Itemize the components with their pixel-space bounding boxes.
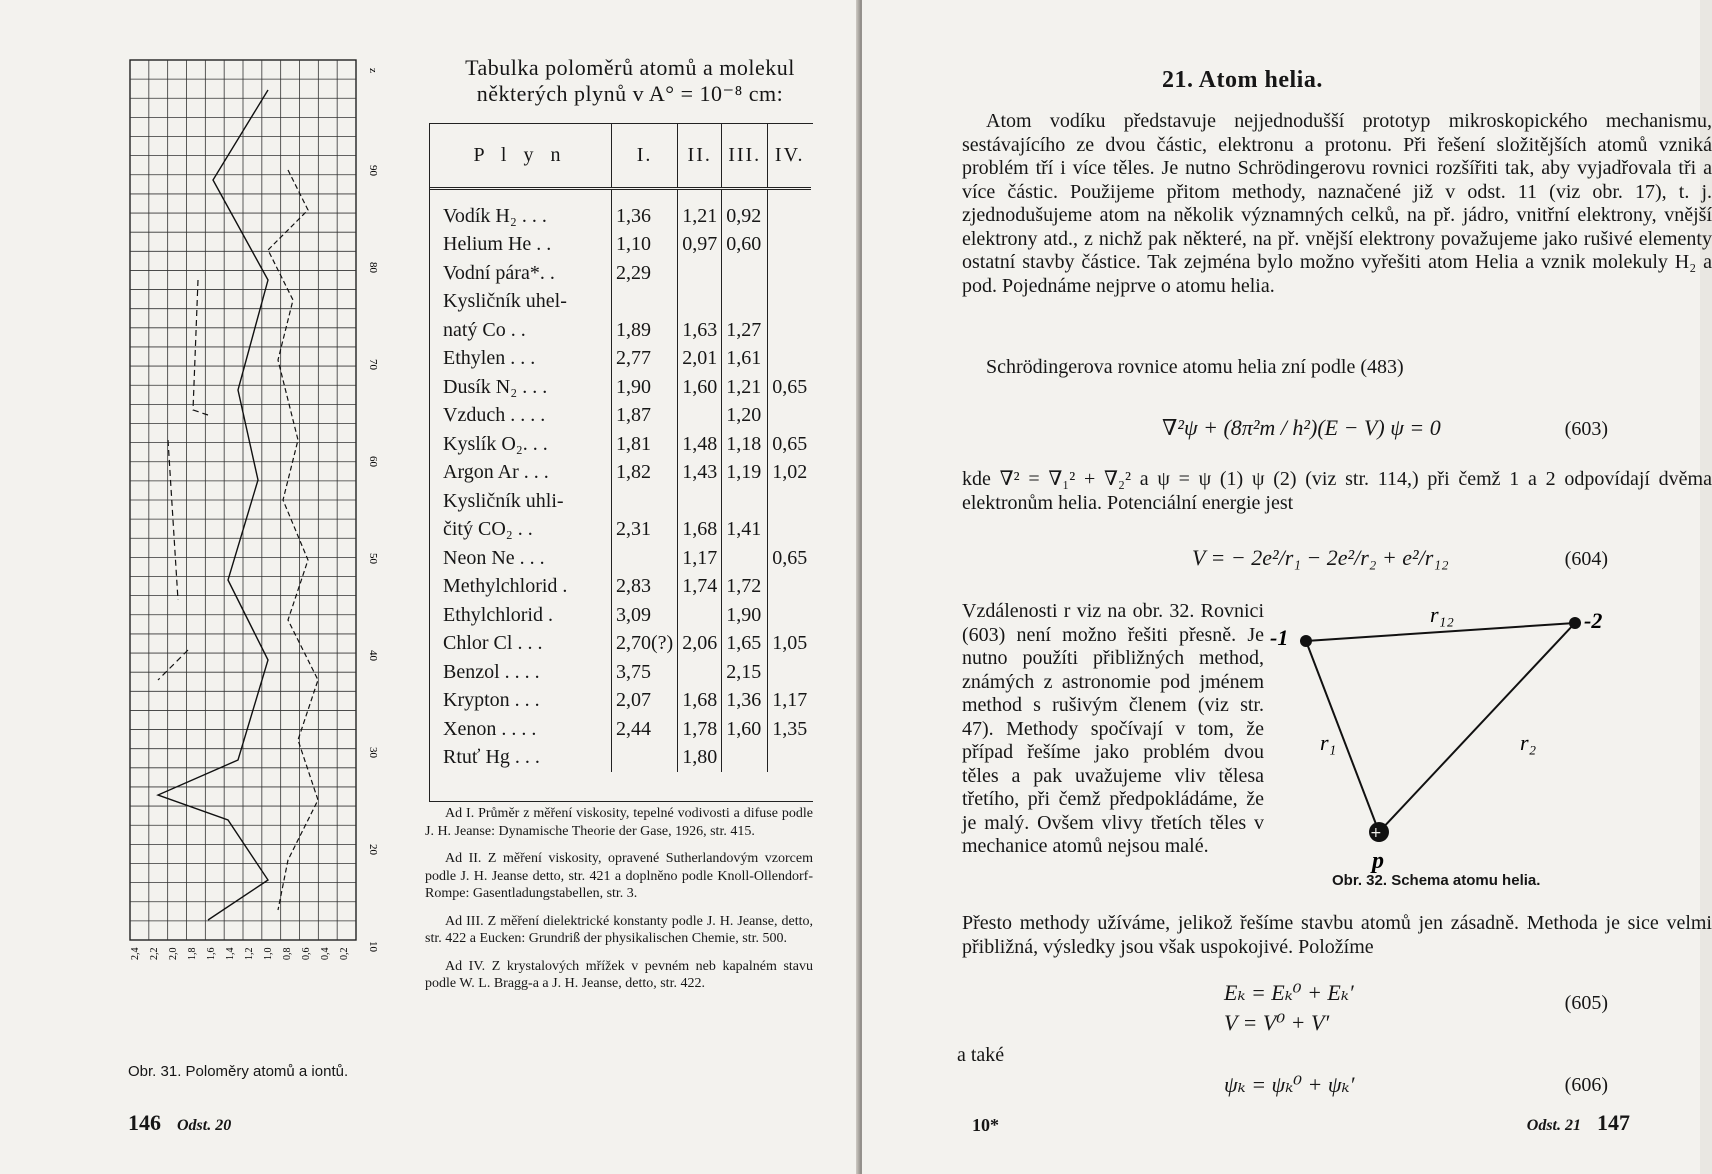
radius-cell — [768, 231, 812, 260]
radius-tick-label: 2,2 — [149, 947, 160, 960]
a-take-text: a také — [957, 1044, 1005, 1066]
radius-cell: 1,43 — [678, 459, 722, 488]
plus-sign: + — [1370, 825, 1382, 841]
intro-text: Atom vodíku představuje nejjednodušší prototyp mikroskopického mechanismu, sestávajícího ze dvou částic, elektronu a protonu. Při řešení složitějších atomů vzniká problém tří i více těles. Je nutno Schrödingerovu rovnici rozšířiti tak, aby vyjadřovala tři a více částic. Použijeme přitom methody, naznačené již v odst. 11 (viz obr. 17), t. j. zjednodušujeme atom na několik významných celků, na př. jádro, vnitřní elektrony, vnější elektrony atd., z nichž pak některé, na př. vnější elektrony považujeme jako rušivé elementy ostatní stavby částice. Tak zejména bylo možno vyřešiti atom Helia a vznik molekuly H₂ a pod. Pojednáme nejprve o atomu helia. — [962, 110, 1712, 297]
radius-cell — [612, 487, 678, 516]
radius-cell: 2,29 — [612, 259, 678, 288]
radius-cell: 1,10 — [612, 231, 678, 260]
electron-1-dot — [1300, 635, 1312, 647]
z-tick-label: 20 — [367, 844, 379, 855]
z-tick-label: 70 — [367, 359, 379, 370]
radius-cell: 1,60 — [678, 373, 722, 402]
radius-cell: 1,60 — [722, 715, 768, 744]
equation-605b: V = V⁰ + V′ — [1224, 1010, 1330, 1035]
radius-cell: 1,61 — [722, 345, 768, 374]
gas-name-cell: Helium He . . — [443, 233, 552, 256]
radius-cell: 1,17 — [768, 687, 812, 716]
radius-cell — [768, 288, 812, 317]
table-row — [429, 630, 811, 659]
table-row — [429, 487, 811, 516]
radius-cell: 2,83 — [612, 573, 678, 602]
radius-cell: 1,65 — [722, 630, 768, 659]
gas-name-cell: natý Co . . — [443, 318, 526, 341]
chapter-title: 21. Atom helia. — [1162, 67, 1323, 93]
radius-tick-label: 1,2 — [244, 947, 255, 960]
table-header-cell: III. — [722, 123, 768, 189]
radius-cell — [768, 573, 812, 602]
radius-cell — [612, 544, 678, 573]
radius-tick-label: 0,8 — [282, 947, 293, 960]
radius-cell: 0,65 — [768, 373, 812, 402]
radius-trace-3 — [158, 280, 208, 680]
z-tick-label: 40 — [367, 650, 379, 661]
radius-cell: 1,20 — [722, 402, 768, 431]
right-folio — [1527, 1110, 1630, 1136]
radius-tick-label: 0,2 — [339, 947, 350, 960]
radius-cell: 1,68 — [678, 516, 722, 545]
r2-line — [1379, 623, 1575, 832]
radius-cell: 1,02 — [768, 459, 812, 488]
gas-name-cell: Krypton . . . — [443, 689, 540, 712]
table-row — [429, 345, 811, 374]
z-tick-label: 10 — [367, 941, 379, 952]
radius-cell: 1,63 — [678, 316, 722, 345]
gas-name-cell: Vodní pára*. . — [443, 261, 555, 284]
gas-name-cell: Kysličník uhel- — [443, 290, 567, 313]
radius-cell — [768, 402, 812, 431]
page-number-right: 147 — [1597, 1110, 1630, 1135]
radius-cell: 3,75 — [612, 658, 678, 687]
equation-606-number: (606) — [1564, 1074, 1608, 1096]
radius-cell: 1,72 — [722, 573, 768, 602]
radius-cell — [722, 744, 768, 773]
radius-cell: 1,21 — [678, 202, 722, 231]
equation-604-number: (604) — [1564, 548, 1608, 570]
gas-name-cell: Chlor Cl . . . — [443, 632, 543, 655]
radius-cell: 1,78 — [678, 715, 722, 744]
radius-cell: 1,74 — [678, 573, 722, 602]
equation-606: ψₖ = ψₖ⁰ + ψₖ′ — [1224, 1072, 1355, 1097]
section-label-right: Odst. 21 — [1526, 1117, 1581, 1134]
radius-cell: 1,05 — [768, 630, 812, 659]
table-title-line2: některých plynů v A° = 10⁻⁸ cm: — [476, 81, 784, 106]
table-row — [429, 658, 811, 687]
radius-tick-label: 1,0 — [263, 947, 274, 960]
radius-cell — [768, 316, 812, 345]
radius-tick-label: 0,6 — [301, 947, 312, 960]
radius-tick-label: 1,8 — [187, 947, 198, 960]
z-tick-label: 90 — [367, 165, 379, 176]
radius-cell: 1,68 — [678, 687, 722, 716]
z-tick-label: 80 — [367, 262, 379, 273]
gas-name-cell: Kysličník uhli- — [443, 489, 564, 512]
section-label: Odst. 20 — [177, 1117, 232, 1134]
table-row — [429, 544, 811, 573]
radius-cell: 1,36 — [722, 687, 768, 716]
gas-name-cell: Xenon . . . . — [443, 717, 537, 740]
note-1: Ad I. Průměr z měření viskosity, tepelné vodivosti a difuse podle J. H. Jeanse: Dynamische Theorie der Gase, 1926, str. 415. — [425, 806, 813, 839]
gas-name-cell: Argon Ar . . . — [443, 461, 549, 484]
radius-cell — [722, 288, 768, 317]
p-label: p — [1372, 848, 1384, 874]
gas-radius-table — [429, 123, 811, 772]
radius-cell: 1,41 — [722, 516, 768, 545]
z-tick-label: 30 — [367, 747, 379, 758]
radius-cell: 1,27 — [722, 316, 768, 345]
gas-name-cell: Vodík H₂ . . . — [443, 204, 547, 227]
radius-cell: 1,48 — [678, 430, 722, 459]
radius-cell: 2,70(?) — [612, 630, 678, 659]
z-tick-label: z — [367, 68, 379, 73]
table-header-cell: I. — [612, 123, 678, 189]
radius-cell — [768, 259, 812, 288]
table-row — [429, 231, 811, 260]
table-header-cell: P l y n — [429, 123, 612, 189]
continuation-paragraph: Přesto methody užíváme, jelikož řešíme stavbu atomů jen zásadně. Methoda je sice velmi přibližná, výsledky jsou však uspokojivé. Položíme — [962, 912, 1712, 958]
radius-trace-1 — [158, 90, 268, 920]
radius-tick-label: 0,4 — [320, 947, 331, 960]
radius-cell: 2,01 — [678, 345, 722, 374]
radius-cell — [768, 516, 812, 545]
note-2: Ad II. Z měření viskosity, opravené Sutherlandovým vzorcem podle J. H. Jeanse detto, str. 421 a doplněno podle Knoll-Ollendorf-Rompe: Gasentladungstabellen, str. 3. — [425, 851, 813, 901]
radius-cell: 0,65 — [768, 430, 812, 459]
gas-name-cell: Benzol . . . . — [443, 660, 540, 683]
radius-cell — [768, 744, 812, 773]
radius-trace-2 — [268, 170, 318, 910]
gas-name-cell: čitý CO₂ . . — [443, 518, 533, 541]
radius-cell — [678, 402, 722, 431]
equation-604: V = − 2e²/r₁ − 2e²/r₂ + e²/r₁₂ — [1192, 545, 1449, 570]
radius-cell: 1,36 — [612, 202, 678, 231]
table-row — [429, 202, 811, 231]
equation-603-number: (603) — [1564, 418, 1608, 440]
radius-cell: 1,21 — [722, 373, 768, 402]
chart-canvas — [118, 60, 408, 1020]
r1-label: r₁ — [1320, 730, 1337, 755]
table-row — [429, 288, 811, 317]
table-row — [429, 744, 811, 773]
equation-605a: Eₖ = Eₖ⁰ + Eₖ′ — [1224, 980, 1354, 1005]
atomic-radius-chart — [118, 60, 408, 1020]
radius-cell: 1,90 — [722, 601, 768, 630]
table-row — [429, 573, 811, 602]
table-header-row — [429, 123, 811, 189]
z-tick-label: 50 — [367, 553, 379, 564]
table-row — [429, 373, 811, 402]
gas-name-cell: Kyslík O₂. . . — [443, 432, 548, 455]
radius-cell — [678, 487, 722, 516]
radius-tick-label: 2,4 — [130, 947, 141, 960]
radius-cell — [678, 288, 722, 317]
r1-line — [1306, 641, 1379, 832]
table-row — [429, 459, 811, 488]
figure-32-caption: Obr. 32. Schema atomu helia. — [1332, 872, 1541, 889]
left-folio — [128, 1110, 231, 1136]
radius-cell — [768, 202, 812, 231]
right-page — [862, 0, 1712, 1174]
table-row — [429, 259, 811, 288]
table-row — [429, 687, 811, 716]
radius-cell: 0,97 — [678, 231, 722, 260]
e2-label: -2 — [1584, 608, 1603, 633]
intro-paragraph — [962, 110, 1712, 298]
gas-name-cell: Neon Ne . . . — [443, 546, 545, 569]
radius-cell: 1,81 — [612, 430, 678, 459]
radius-cell: 1,35 — [768, 715, 812, 744]
note-4: Ad IV. Z krystalových mřížek v pevném neb kapalném stavu podle W. L. Bragg-a a J. H. Jeanse, detto, str. 422. — [425, 958, 813, 991]
table-title-line1: Tabulka poloměrů atomů a molekul — [465, 55, 795, 80]
table-row — [429, 316, 811, 345]
gas-name-cell: Rtuť Hg . . . — [443, 746, 540, 769]
radius-cell: 1,82 — [612, 459, 678, 488]
equation-603: ∇²ψ + (8π²m / h²)(E − V) ψ = 0 — [1162, 415, 1441, 440]
schrodinger-line — [962, 356, 1712, 380]
helium-atom-diagram — [1270, 600, 1612, 880]
table-row — [429, 402, 811, 431]
r2-label: r₂ — [1520, 730, 1537, 755]
radius-cell — [768, 601, 812, 630]
e1-label: -1 — [1270, 625, 1289, 650]
radius-cell: 3,09 — [612, 601, 678, 630]
z-tick-label: 60 — [367, 456, 379, 467]
radius-cell: 1,19 — [722, 459, 768, 488]
radius-cell — [678, 658, 722, 687]
radius-tick-label: 1,6 — [206, 947, 217, 960]
equation-605-number: (605) — [1564, 992, 1608, 1014]
radius-tick-label: 2,0 — [168, 947, 179, 960]
radius-cell: 0,60 — [722, 231, 768, 260]
table-row — [429, 516, 811, 545]
radius-cell: 2,44 — [612, 715, 678, 744]
table-header-cell: IV. — [768, 123, 812, 189]
radius-cell — [678, 601, 722, 630]
radius-cell — [678, 259, 722, 288]
radius-cell — [768, 658, 812, 687]
table-notes — [425, 805, 813, 1003]
r12-label: r₁₂ — [1430, 602, 1454, 627]
radius-cell: 1,18 — [722, 430, 768, 459]
radius-cell: 2,15 — [722, 658, 768, 687]
table-header-cell: II. — [678, 123, 722, 189]
table-row — [429, 430, 811, 459]
table-row — [429, 715, 811, 744]
radius-cell: 1,87 — [612, 402, 678, 431]
gas-name-cell: Vzduch . . . . — [443, 404, 546, 427]
radius-cell — [722, 487, 768, 516]
gas-name-cell: Ethylchlorid . — [443, 603, 553, 626]
signature-mark: 10* — [972, 1115, 999, 1135]
radius-cell: 2,31 — [612, 516, 678, 545]
radius-cell: 1,90 — [612, 373, 678, 402]
radius-cell: 1,89 — [612, 316, 678, 345]
radius-cell: 2,07 — [612, 687, 678, 716]
radius-cell — [722, 544, 768, 573]
method-text: Vzdálenosti r viz na obr. 32. Rovnici (603) není možno řešiti přesně. Je nutno použíti přibližných method, známých z astronomie pod jménem method s rušivým členem (viz str. 47). Methody spočívají v tom, že případ řešíme jako problém dvou těles a pak uvažujeme vliv tělesa třetího, při čemž předpokládáme, že je malý. Ovšem vlivy třetích těles v mechanice atomů nejsou malé. — [962, 600, 1264, 857]
radius-cell: 0,65 — [768, 544, 812, 573]
radius-cell — [612, 288, 678, 317]
page-number: 146 — [128, 1110, 161, 1135]
gas-name-cell: Methylchlorid . — [443, 575, 568, 598]
radius-cell — [612, 744, 678, 773]
radius-cell: 1,80 — [678, 744, 722, 773]
gas-name-cell: Dusík N₂ . . . — [443, 375, 548, 398]
figure-31-caption: Obr. 31. Poloměry atomů a iontů. — [128, 1063, 349, 1080]
radius-cell: 2,06 — [678, 630, 722, 659]
radius-cell: 2,77 — [612, 345, 678, 374]
kde-paragraph: kde ∇² = ∇₁² + ∇₂² a ψ = ψ (1) ψ (2) (viz str. 114,) při čemž 1 a 2 odpovídají dvěma elektronům helia. Potenciální energie jest — [962, 468, 1712, 514]
schrodinger-text: Schrödingerova rovnice atomu helia zní podle (483) — [986, 356, 1404, 378]
note-3: Ad III. Z měření dielektrické konstanty podle J. H. Jeanse, detto, str. 422 a Eucken: Grundriß der physikalischen Chemie, str. 500. — [425, 913, 813, 946]
table-row — [429, 601, 811, 630]
gas-name-cell: Ethylen . . . — [443, 347, 536, 370]
table-title — [430, 55, 830, 107]
radius-cell — [768, 345, 812, 374]
radius-tick-label: 1,4 — [225, 947, 236, 960]
radius-cell — [768, 487, 812, 516]
method-paragraph — [962, 600, 1264, 859]
radius-cell — [722, 259, 768, 288]
electron-2-dot — [1569, 617, 1581, 629]
radius-cell: 0,92 — [722, 202, 768, 231]
radius-cell: 1,17 — [678, 544, 722, 573]
